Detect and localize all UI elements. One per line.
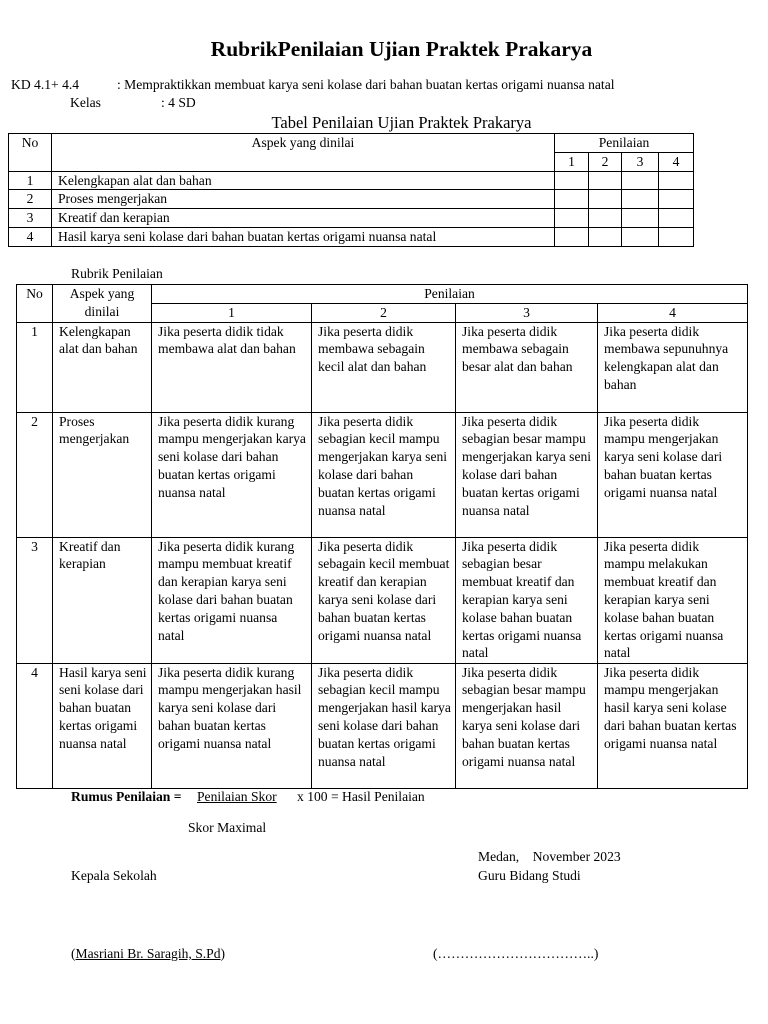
kelas-label: Kelas [70, 95, 101, 110]
rubric-row [17, 412, 748, 537]
score-header: 3 [622, 152, 659, 171]
rubric-row-aspek: Hasil karya seni seni kolase dari bahan buatan kertas origami nuansa natal [53, 663, 152, 788]
kd-description: : Mempraktikkan membuat karya seni kolase dari bahan buatan kertas origami nuansa natal [117, 77, 615, 92]
principal-paren-close: ) [220, 946, 226, 961]
score-header: 2 [589, 152, 622, 171]
teacher-signature: (……………………………..) [433, 946, 599, 961]
rubric-row-aspek: Kelengkapan alat dan bahan [53, 322, 152, 412]
rubric-cell-score-1: Jika peserta didik tidak membawa alat dan bahan [152, 322, 312, 412]
rubric-row [17, 322, 748, 412]
rubric-table [16, 284, 748, 789]
principal-paren-open: ( [71, 946, 76, 961]
principal-name: Masriani Br. Saragih, S.Pd [75, 946, 221, 961]
score-header: 1 [555, 152, 589, 171]
score-cell [659, 209, 694, 228]
table-row [9, 209, 694, 228]
row-aspek: Kreatif dan kerapian [52, 209, 555, 228]
row-no: 3 [9, 209, 52, 228]
score-cell [589, 190, 622, 209]
rubric-row-no: 1 [17, 322, 53, 412]
rubric-row-no: 2 [17, 412, 53, 537]
row-no: 2 [9, 190, 52, 209]
table-header-no: No [9, 134, 52, 172]
rubric-cell-score-2: Jika peserta didik membawa sebagain kecil alat dan bahan [312, 322, 456, 412]
kelas-value: : 4 SD [161, 95, 196, 110]
table-row [9, 171, 694, 190]
score-cell [555, 190, 589, 209]
rubric-cell-score-4: Jika peserta didik mampu melakukan membuat kreatif dan kerapian karya seni kolase bahan buatan kertas origami nuansa natal [598, 537, 748, 663]
row-aspek: Hasil karya seni kolase dari bahan buatan kertas origami nuansa natal [52, 227, 555, 246]
score-cell [555, 227, 589, 246]
rubric-cell-score-3: Jika peserta didik membawa sebagain besar alat dan bahan [456, 322, 598, 412]
rubric-cell-score-3: Jika peserta didik sebagian besar membuat kreatif dan kerapian karya seni kolase bahan buatan kertas origami nuansa natal [456, 537, 598, 663]
table-row [9, 190, 694, 209]
rubric-cell-score-2: Jika peserta didik sebagain kecil membuat kreatif dan kerapian karya seni kolase dari bahan buatan kertas origami nuansa natal [312, 537, 456, 663]
score-cell [589, 171, 622, 190]
rubric-row-no: 3 [17, 537, 53, 663]
rubric-row [17, 537, 748, 663]
score-cell [622, 171, 659, 190]
rubric-score-header: 3 [456, 303, 598, 322]
rubric-header-penilaian: Penilaian [152, 285, 748, 304]
rubric-header-aspek: Aspek yang dinilai [53, 285, 152, 323]
rubric-row-aspek: Proses mengerjakan [53, 412, 152, 537]
rubric-cell-score-4: Jika peserta didik membawa sepunuhnya kelengkapan alat dan bahan [598, 322, 748, 412]
kd-label: KD 4.1+ 4.4 [11, 77, 80, 92]
score-cell [589, 227, 622, 246]
rubric-score-header: 2 [312, 303, 456, 322]
score-cell [555, 171, 589, 190]
score-cell [589, 209, 622, 228]
rubric-cell-score-3: Jika peserta didik sebagian besar mampu mengerjakan karya seni kolase dari bahan buatan kertas origami nuansa natal [456, 412, 598, 537]
formula-label: Rumus Penilaian = [71, 789, 182, 804]
rubric-row [17, 663, 748, 788]
row-aspek: Proses mengerjakan [52, 190, 555, 209]
rubric-label: Rubrik Penilaian [71, 266, 163, 281]
rubric-cell-score-1: Jika peserta didik kurang mampu mengerjakan karya seni kolase dari bahan buatan kertas origami nuansa natal [152, 412, 312, 537]
score-cell [622, 227, 659, 246]
rubric-cell-score-4: Jika peserta didik mampu mengerjakan hasil karya seni kolase dari bahan buatan kertas origami nuansa natal [598, 663, 748, 788]
rubric-cell-score-4: Jika peserta didik mampu mengerjakan karya seni kolase dari bahan buatan kertas origami nuansa natal [598, 412, 748, 537]
score-cell [555, 209, 589, 228]
rubric-cell-score-3: Jika peserta didik sebagian besar mampu mengerjakan hasil karya seni kolase dari bahan buatan kertas origami nuansa natal [456, 663, 598, 788]
principal-signature [71, 946, 225, 962]
formula-result: x 100 = Hasil Penilaian [297, 789, 425, 804]
row-no: 4 [9, 227, 52, 246]
formula-denominator: Skor Maximal [188, 820, 267, 835]
rubric-cell-score-1: Jika peserta didik kurang mampu membuat kreatif dan kerapian karya seni kolase dari bahan buatan kertas origami nuansa natal [152, 537, 312, 663]
score-cell [659, 227, 694, 246]
assessment-table-title: Tabel Penilaian Ujian Praktek Prakarya [271, 113, 532, 132]
rubric-cell-score-2: Jika peserta didik sebagian kecil mampu mengerjakan hasil karya seni kolase dari bahan buatan kertas origami nuansa natal [312, 663, 456, 788]
row-no: 1 [9, 171, 52, 190]
table-header-penilaian: Penilaian [555, 134, 694, 153]
formula-numerator: Penilaian Skor [197, 789, 277, 804]
rubric-score-header: 4 [598, 303, 748, 322]
score-cell [622, 209, 659, 228]
table-header-aspek: Aspek yang dinilai [52, 134, 555, 172]
place-date: Medan, November 2023 [478, 849, 621, 864]
rubric-row-aspek: Kreatif dan kerapian [53, 537, 152, 663]
table-row [9, 227, 694, 246]
rubric-cell-score-1: Jika peserta didik kurang mampu mengerjakan hasil karya seni kolase dari bahan buatan kertas origami nuansa natal [152, 663, 312, 788]
assessment-table [8, 133, 694, 247]
score-cell [659, 171, 694, 190]
rubric-row-no: 4 [17, 663, 53, 788]
principal-title: Kepala Sekolah [71, 868, 157, 883]
teacher-title: Guru Bidang Studi [478, 868, 581, 883]
score-cell [659, 190, 694, 209]
document-title: RubrikPenilaian Ujian Praktek Prakarya [210, 37, 593, 61]
score-header: 4 [659, 152, 694, 171]
score-cell [622, 190, 659, 209]
rubric-score-header: 1 [152, 303, 312, 322]
rubric-cell-score-2: Jika peserta didik sebagian kecil mampu mengerjakan karya seni kolase dari bahan buatan kertas origami nuansa natal [312, 412, 456, 537]
row-aspek: Kelengkapan alat dan bahan [52, 171, 555, 190]
rubric-header-no: No [17, 285, 53, 323]
